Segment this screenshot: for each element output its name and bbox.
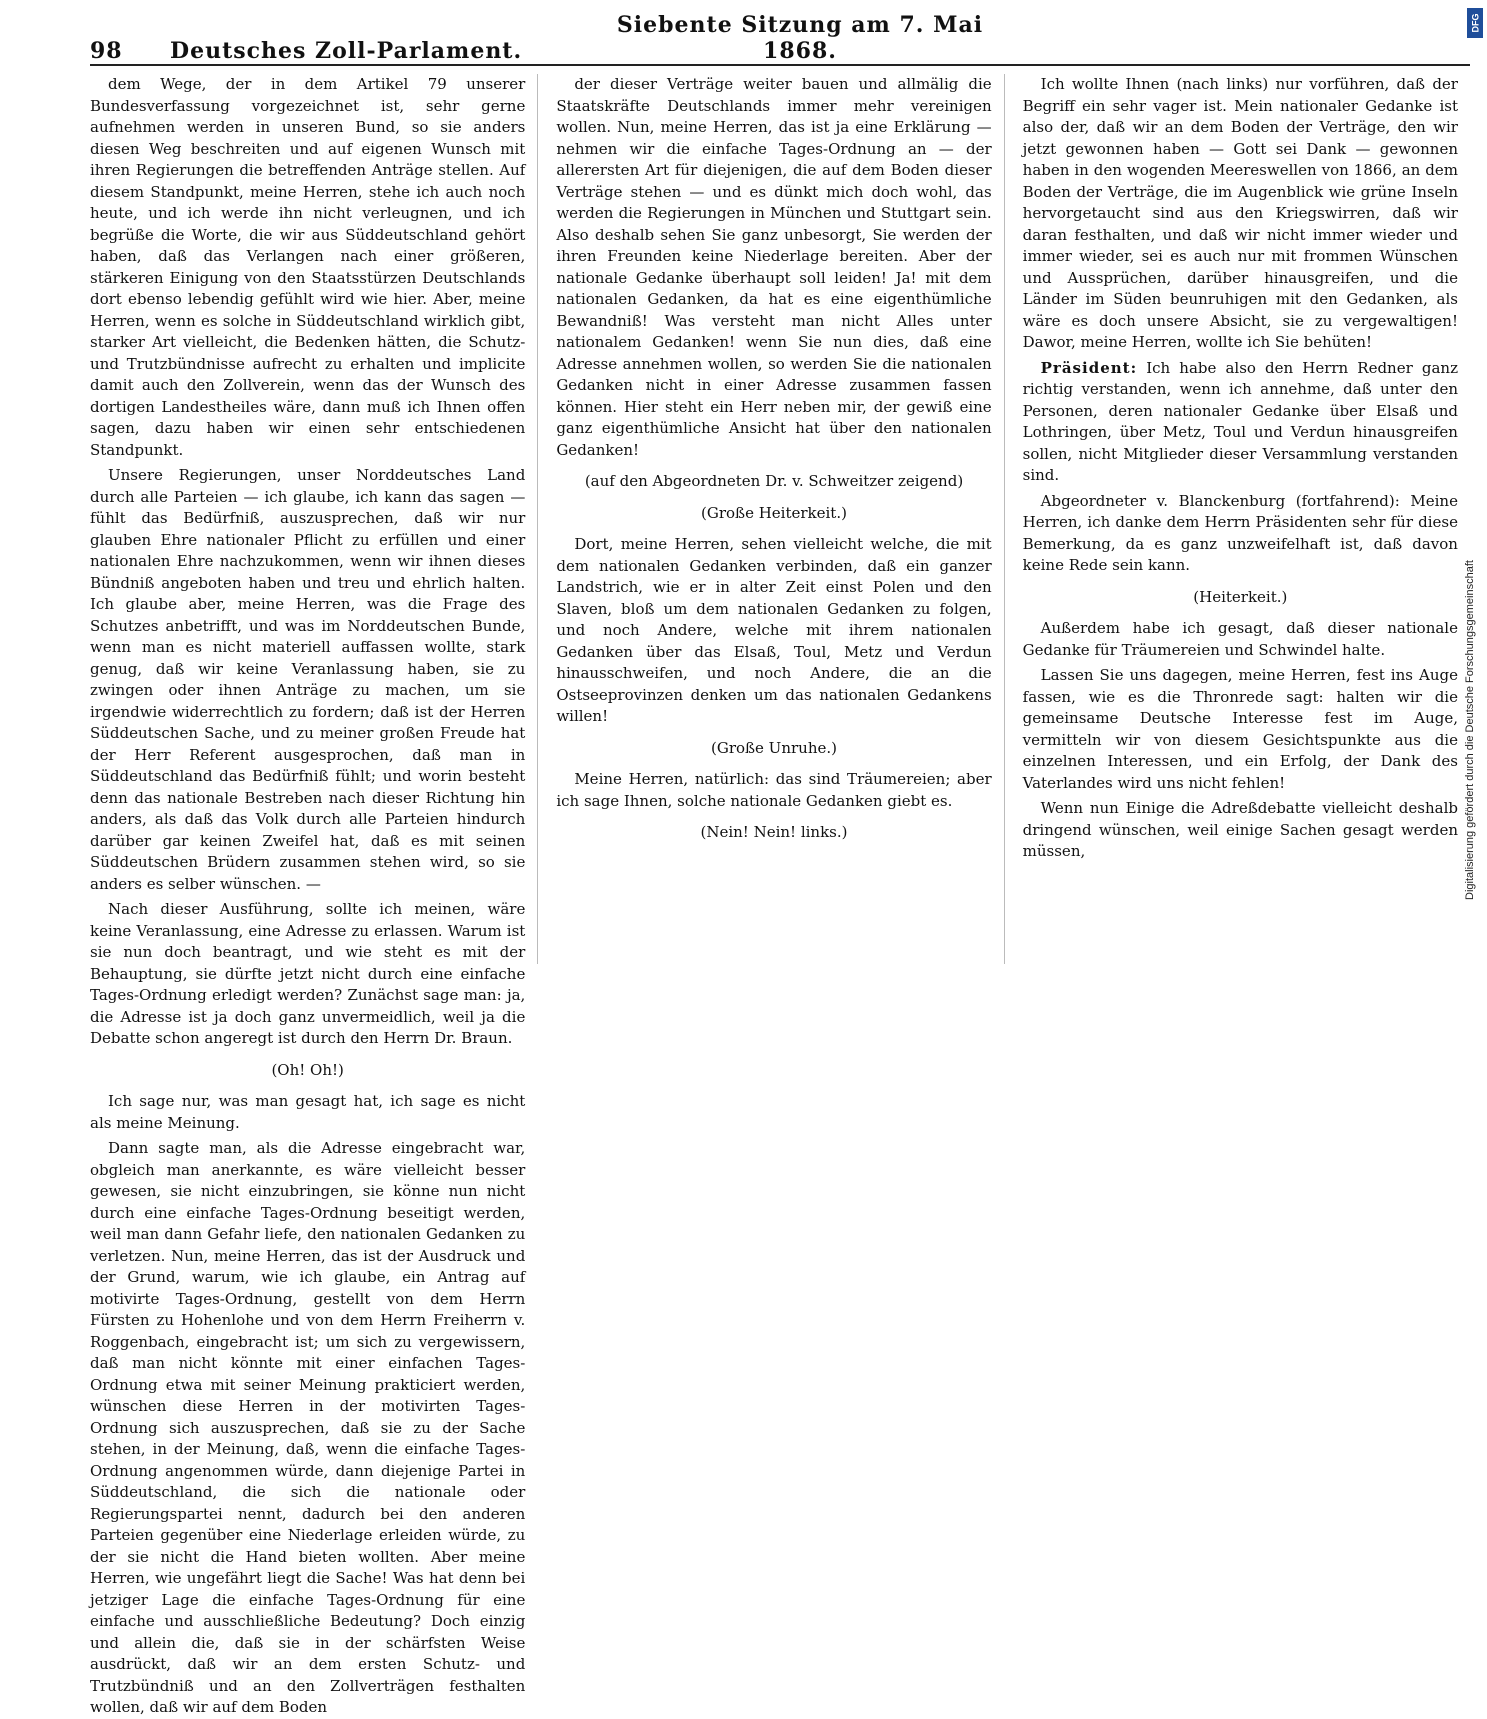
interjection: (Heiterkeit.) — [1193, 587, 1288, 606]
interjection: (Oh! Oh!) — [271, 1060, 344, 1079]
column-3 — [1023, 74, 1470, 964]
interjection: (Nein! Nein! links.) — [700, 823, 848, 841]
page-content — [90, 12, 1470, 1716]
paragraph: der dieser Verträge weiter bauen und allmälig die Staatskräfte Deutschlands immer mehr vereinigen wollen. Nun, meine Herren, das ist ja eine Erklärung — nehmen wir die einfache Tages-Ordnung an — der allerersten Art für diejenigen, die auf dem Boden dieser Verträge stehen — und es dünkt mich doch wohl, das werden die Regierungen in München und Stuttgart sein. Also deshalb sehen Sie ganz unbesorgt, Sie werden der ihren Freunden keine Niederlage bereiten. Aber der nationale Gedanke überhaupt soll leiden! Ja! mit dem nationalen Gedanken, da hat es eine eigenthümliche Bewandniß! Was versteht man nicht Alles unter nationalem Gedanken! wenn Sie nun dies, daß eine Adresse annehmen wollen, so werden Sie die nationalen Gedanken nicht in einer Adresse zusammen fassen können. Hier steht ein Herr neben mir, der gewiß eine ganz eigenthümliche Ansicht hat über den nationalen Gedanken! — [556, 75, 992, 459]
paragraph: dem Wege, der in dem Artikel 79 unserer Bundesverfassung vorgezeichnet ist, sehr gerne aufnehmen werden in unseren Bund, so sie anders diesen Weg beschreiten und auf eigenen Wunsch mit ihren Regierungen die betreffenden Anträge stellen. Auf diesem Standpunkt, meine Herren, stehe ich auch noch heute, und ich werde ihn nicht verleugnen, und ich begrüße die Worte, die wir aus Süddeutschland gehört haben, daß das Verlangen nach einer größeren, stärkeren Einigung von den Staatsstürzen Deutschlands dort ebenso lebendig gefühlt wird wie hier. Aber, meine Herren, wenn es solche in Süddeutschland wirklich gibt, starker Art vielleicht, die Bedenken hätten, die Schutz- und Trutzbündnisse aufrecht zu erhalten und implicite damit auch den Zollverein, wenn das der Wunsch des dortigen Landestheiles wäre, dann muß ich Ihnen offen sagen, dazu haben wir einen sehr entschiedenen Standpunkt. — [90, 75, 526, 459]
interjection: (Große Heiterkeit.) — [701, 503, 847, 522]
paragraph: Wenn nun Einige die Adreßdebatte vielleicht deshalb dringend wünschen, weil einige Sachen gesagt werden müssen, — [1022, 799, 1458, 860]
column-2 — [556, 74, 1004, 964]
credit-text: Digitalisierung gefördert durch die Deutsche Forschungsgemeinschaft — [1464, 560, 1476, 900]
paragraph: Dort, meine Herren, sehen vielleicht welche, die mit dem nationalen Gedanken verbinden, daß ein ganzer Landstrich, wie er in alter Zeit einst Polen und den Slaven, bloß um dem nationalen Gedanken zu folgen, und noch Andere, welche mit ihrem nationalen Gedanken über das Elsaß, Toul, Metz und Verdun hinausschweifen, und noch Andere, die an die Ostseeprovinzen denken um das nationalen Gedankens willen! — [556, 535, 992, 725]
interjection: (Große Unruhe.) — [710, 738, 837, 757]
paragraph: Abgeordneter v. Blanckenburg (fortfahrend): Meine Herren, ich danke dem Herrn Präsidenten sehr für diese Bemerkung, da es ganz unzweifelhaft ist, daß davon keine Rede sein kann. — [1022, 491, 1458, 574]
president-remark — [1023, 358, 1458, 487]
paragraph: Ich wollte Ihnen (nach links) nur vorführen, daß der Begriff ein sehr vager ist. Mein nationaler Gedanke ist also der, daß wir an dem Boden der Verträge, den wir jetzt gewonnen haben — Gott sei Dank — gewonnen haben in den wogenden Meereswellen von 1866, an dem Boden der Verträge, die im Augenblick wie grüne Inseln hervorgetaucht sind aus den Kriegswirren, daß wir daran festhalten, und daß wir nicht immer wieder und immer wieder, sei es auch nur mit frommen Wünschen und Aussprüchen, darüber hinausgreifen, und die Länder im Süden beunruhigen mit den Gedanken, als wäre es doch unsere Absicht, sie zu vergewaltigen! Dawor, meine Herren, wollte ich Sie behüten! — [1022, 75, 1458, 351]
page-header — [90, 12, 1470, 66]
paragraph: Nach dieser Ausführung, sollte ich meinen, wäre keine Veranlassung, eine Adresse zu erlassen. Warum ist sie nun doch beantragt, und wie steht es mit der Behauptung, sie dürfte jetzt nicht durch eine einfache Tages-Ordnung erledigt werden? Zunächst sage man: ja, die Adresse ist ja doch ganz unvermeidlich, weil ja die Debatte schon angeregt ist durch den Herrn Dr. Braun. — [90, 900, 526, 1047]
paragraph: Außerdem habe ich gesagt, daß dieser nationale Gedanke für Träumereien und Schwindel halte. — [1022, 619, 1458, 659]
session-title: Siebente Sitzung am 7. Mai 1868. — [616, 12, 984, 64]
paragraph: Ich sage nur, was man gesagt hat, ich sage es nicht als meine Meinung. — [90, 1092, 526, 1132]
paragraph: Dann sagte man, als die Adresse eingebracht war, obgleich man anerkannte, es wäre vielleicht besser gewesen, sie nicht einzubringen, sie könne nun nicht durch eine einfache Tages-Ordnung beseitigt werden, weil man dann Gefahr liefe, den nationalen Gedanken zu verletzen. Nun, meine Herren, das ist der Ausdruck und der Grund, warum, wie ich glaube, ein Antrag auf motivirte Tages-Ordnung, gestellt von dem Herrn Fürsten zu Hohenlohe und von dem Herrn Freiherrn v. Roggenbach, eingebracht ist; um sich zu vergewissern, daß man nicht könnte mit einer einfachen Tages-Ordnung etwa mit seiner Meinung prakticiert werden, wünschen diese Herren in der motivirten Tages-Ordnung sich auszusprechen, daß sie zu der Sache stehen, in der Meinung, daß, wenn die einfache Tages-Ordnung angenommen würde, dann diejenige Partei in Süddeutschland, die sich die nationale oder Regierungspartei nennt, dadurch bei den anderen Parteien gegenüber eine Niederlage erleiden würde, zu der sie nicht die Hand bieten wollten. Aber meine Herren, wie ungefährt liegt die Sache! Was hat denn bei jetziger Lage die einfache Tages-Ordnung für eine einfache und ausschließliche Bedeutung? Doch einzig und allein die, daß sie in der schärfsten Weise ausdrückt, daß wir an dem ersten Schutz- und Trutzbündniß und an den Zollverträgen festhalten wollen, daß wir auf dem Boden — [90, 1139, 526, 1716]
speaker-label: Präsident: — [1040, 358, 1138, 377]
rotated-page — [90, 12, 1470, 1716]
paragraph: Lassen Sie uns dagegen, meine Herren, fest ins Auge fassen, wie es die Thronrede sagt: halten wir die gemeinsame Deutsche Interesse fest im Auge, vermitteln wir von diesem Gesichtspunkte aus die einzelnen Interessen, und ein Erfolg, der Dank des Vaterlandes wird uns nicht fehlen! — [1022, 666, 1458, 792]
text-columns — [90, 74, 1470, 1716]
dfg-logo-text: DFG — [1470, 13, 1480, 33]
publication-title: Deutsches Zoll-Parlament. — [170, 38, 523, 64]
paragraph: Unsere Regierungen, unser Norddeutsches Land durch alle Parteien — ich glaube, ich kann das sagen — fühlt das Bedürfniß, auszusprechen, daß wir nur glauben Ehre nationaler Pflicht zu erfüllen und einer nationalen Ehre nachzukommen, wenn wir ihnen dieses Bündniß angeboten haben und treu und ehrlich halten. Ich glaube aber, meine Herren, was die Frage des Schutzes anbetrifft, und was im Norddeutschen Bunde, wenn man es nicht materiell auffassen wollte, stark genug, daß wir keine Veranlassung haben, sie zu zwingen oder ihnen Anträge zu machen, um sie irgendwie widerrechtlich zu fordern; daß ist der Herren Süddeutschen Sache, und zu meiner großen Freude hat der Herr Referent ausgesprochen, daß man in Süddeutschland das Bedürfniß fühlt; und worin besteht denn das nationale Bestreben nach dieser Richtung hin anders, als daß das Volk durch alle Parteien hindurch darüber gar keinen Zweifel hat, daß es mit seinen Süddeutschen Brüdern zusammen stehen wird, so sie anders es selber wünschen. — — [90, 466, 526, 893]
page-number: 98 — [90, 38, 123, 64]
stage-direction: (auf den Abgeordneten Dr. v. Schweitzer zeigend) — [584, 472, 964, 490]
paragraph: Meine Herren, natürlich: das sind Träumereien; aber ich sage Ihnen, solche nationale Gedanken giebt es. — [556, 770, 992, 810]
president-text: Ich habe also den Herrn Redner ganz richtig verstanden, wenn ich annehme, daß unter den Personen, deren nationaler Gedanke über Elsaß und Lothringen, über Metz, Toul und Verdun hinausgreifen sollen, nicht Mitglieder dieser Versammlung verstanden sind. — [1022, 358, 1458, 484]
column-1 — [90, 74, 538, 1716]
